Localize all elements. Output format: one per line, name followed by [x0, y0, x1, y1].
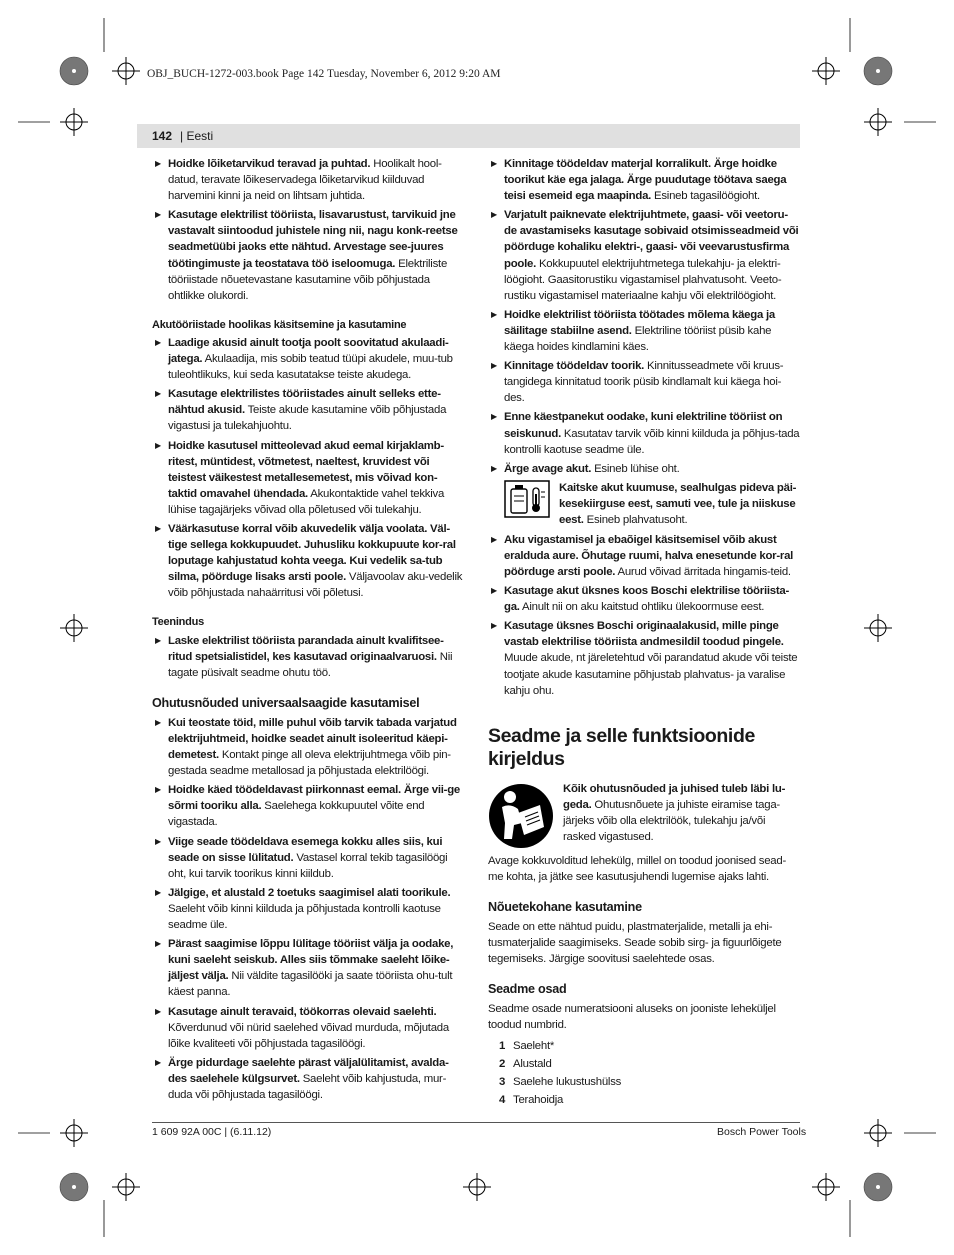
list-item [488, 618, 800, 698]
item-text: Saeleht võib kahjustuda, mur-duda või põhjustada tagasilöögi. [168, 1072, 447, 1101]
footer-brand: Bosch Power Tools [717, 1126, 807, 1138]
triangle-bullet-icon: ▶ [155, 717, 161, 727]
intended-use-text: Seade on ette nähtud puidu, plastmaterjalide, metalli ja ehi-tusmaterjalide saagimiseks. Seade sobib sirg- ja figuurlõigete tegemiseks. Järgige soovitusi saelehtede osas. [488, 921, 782, 966]
battery-note-bold: Kaitske akut kuumuse, sealhulgas pideva päi-kesekiirguse eest, samuti vee, tule ja niiskuse eest. [559, 481, 797, 526]
item-bold-text: Jälgige, et alustald 2 toetuks saagimisel alati toorikule. [168, 886, 451, 899]
item-text: Esineb lühise oht. [591, 462, 680, 475]
item-bold-text: Kasutage akut üksnes koos Boschi elektrilise tööriista-ga. [504, 585, 790, 614]
triangle-bullet-icon: ▶ [155, 887, 161, 897]
read-note-text: Ohutusnõuete ja juhiste eiramise taga-järjeks võib olla elektrilöök, tulekahju ja/või rasked vigastused. [563, 798, 780, 843]
item-text: Nii tagate püsivalt seadme ohutu töö. [168, 650, 453, 679]
read-manual-icon [488, 783, 554, 854]
triangle-bullet-icon: ▶ [155, 635, 161, 645]
triangle-bullet-icon: ▶ [155, 939, 161, 949]
list-item [488, 207, 800, 304]
left-column [152, 156, 463, 1106]
list-item [152, 521, 463, 601]
item-bold-text: Laske elektrilist tööriista parandada ainult kvalifitsee-ritud spetsialistidel, kes kasutavad originaalvaruosi. [168, 634, 444, 663]
list-item [152, 633, 463, 681]
subheading-battery: Akutööriistade hoolikas käsitsemine ja kasutamine [152, 318, 407, 331]
list-item [152, 156, 463, 204]
item-bold-text: Hoidke kasutusel mitteolevad akud eemal kirjaklamb-ritest, müntidest, võtmetest, naeltest, kruvidest või teistest väikestest metallesemetest, mis võivad kon-taktid omavahel ühendada. [168, 439, 444, 500]
list-item [488, 409, 800, 457]
read-manual-note [488, 781, 800, 851]
list-item: 4 Terahoidja [499, 1093, 564, 1106]
bullet-list [152, 633, 463, 681]
triangle-bullet-icon: ▶ [155, 210, 161, 220]
item-text: Ainult nii on aku kaitstud ohtliku ülekoormuse eest. [519, 601, 765, 614]
list-item [488, 358, 800, 406]
triangle-bullet-icon: ▶ [491, 159, 497, 168]
item-text: Kõverdunud või nürid saelehed võivad murduda, mõjutada lõike kvaliteeti või põhjustada tagasilöögi. [168, 1021, 449, 1050]
list-item [152, 1055, 463, 1103]
triangle-bullet-icon: ▶ [155, 337, 161, 347]
list-item [152, 335, 463, 383]
triangle-bullet-icon: ▶ [155, 1057, 161, 1067]
item-text: Saelehega kokkupuutel võite end vigastada. [168, 800, 425, 829]
item-text: Väljavoolav aku-vedelik võib põhjustada nahaärritusi või põletusi. [168, 571, 463, 600]
triangle-bullet-icon: ▶ [491, 586, 497, 596]
list-item: 3 Saelehe lukustushülss [499, 1075, 622, 1088]
parts-list [488, 1038, 800, 1108]
item-bold-text: Kasutage üksnes Boschi originaalakusid, mille pinge vastab elektrilise tööriista andmesildil toodud pingele. [504, 620, 784, 649]
subheading-parts: Seadme osad [488, 982, 567, 997]
list-item [152, 1004, 463, 1052]
bullet-list [488, 532, 800, 699]
item-text: Elektriliste tööriistade nõuetevastane kasutamine võib põhjustada ohtlikke olukordi. [168, 257, 448, 302]
item-text: Akulaadija, mis sobib teatud tüüpi akudele, muu-tub tuleohtlikuks, kui seda kasutatakse teiste akudega. [168, 353, 453, 382]
list-item [152, 885, 463, 933]
item-text: Akukontaktide vahel tekkiva lühise tagajärjeks võivad olla põletused või tulekahju. [168, 487, 445, 516]
item-text: Aurud võivad ärritada hingamis-teid. [615, 565, 791, 578]
item-text: Kontakt pinge all oleva elektrijuhtmega võib pin-gestada seadme metallosad ja põhjustada elektrilöögi. [168, 749, 451, 778]
triangle-bullet-icon: ▶ [155, 523, 161, 533]
footer-rule [152, 1122, 800, 1123]
list-item [488, 307, 800, 355]
item-bold-text: Kinnitage töödeldav materjal korralikult. Ärge hoidke toorikut käe ega jalaga. Ärge puudutage töötava saega teisi esemeid ega maapinda. [504, 158, 787, 203]
list-item [488, 532, 800, 580]
item-bold-text: Viige seade töödeldava esemega kokku alles siis, kui seade on sisse lülitatud. [168, 835, 443, 864]
item-text: Nii väldite tagasilööki ja saate tööriista ohu-tult käest panna. [168, 970, 453, 999]
battery-warning-note [504, 480, 800, 530]
list-item [152, 834, 463, 882]
item-bold-text: Väärkasutuse korral võib akuvedelik välja voolata. Väl-tige sellega kokkupuudet. Juhusliku kokkupuute kor-ral loputage kahjustatud kohta veega. Kui vedelik sa-tub silma, pöörduge lisaks arsti poole. [168, 522, 456, 584]
list-item [152, 782, 463, 830]
list-item [488, 583, 800, 615]
item-text: Muude akude, nt järeletehtud või parandatud akude või teiste tootjate akude kasutamine põhjustab plahvatus- ja varalise kahju ohu. [504, 652, 798, 697]
bullet-list [488, 156, 800, 477]
subheading-service: Teenindus [152, 616, 204, 629]
triangle-bullet-icon: ▶ [491, 309, 497, 319]
item-text: Teiste akude kasutamine võib põhjustada vigastusi ja tulekahjuohtu. [168, 404, 447, 433]
item-text: Saeleht võib kinni kiilduda ja põhjustada kontrolli kaotuse seadme üle. [168, 902, 441, 932]
item-bold-text: Hoidke käed töödeldavast piirkonnast eemal. Ärge vii-ge sõrmi tooriku alla. [168, 784, 460, 813]
triangle-bullet-icon: ▶ [491, 621, 497, 631]
list-item [152, 386, 463, 434]
item-bold-text: Enne käestpanekut oodake, kuni elektriline tööriist on seiskunud. [504, 411, 783, 440]
triangle-bullet-icon: ▶ [155, 389, 161, 399]
list-item [152, 438, 463, 518]
item-bold-text: Hoidke elektrilist tööriista töötades mõlema käega ja säilitage stabiilne asend. [504, 308, 775, 337]
bullet-list [152, 335, 463, 602]
triangle-bullet-icon: ▶ [491, 463, 497, 473]
footer-doc-number: 1 609 92A 00C | (6.11.12) [152, 1126, 272, 1138]
triangle-bullet-icon: ▶ [491, 361, 497, 371]
triangle-bullet-icon: ▶ [155, 1006, 161, 1016]
subheading-intended-use: Nõuetekohane kasutamine [488, 899, 642, 914]
item-text: Kinnitusseadmete või kruus-tangidega kinnitatud toorik püsib kindlamalt kui käega hoi-des. [504, 360, 784, 405]
parts-intro-text: Seadme osade numeratsiooni aluseks on jooniste leheküljel toodud numbrid. [488, 1003, 776, 1032]
list-item: 2 Alustald [499, 1057, 552, 1070]
item-bold-text: Laadige akusid ainult tootja poolt soovitatud akulaadi-jatega. [168, 336, 449, 366]
list-item [152, 207, 463, 304]
item-bold-text: Kasutage elektrilist tööriista, lisavarustust, tarvikuid jne vastavalt siintoodud juhistele ning nii, nagu konk-reetse seadmetüübi jaoks ette nähtud. Arvestage see-juures töötingimuste ja teostatava töö iseloomuga. [168, 209, 458, 270]
item-bold-text: Varjatult paiknevate elektrijuhtmete, gaasi- või veetoru-de avastamiseks kasutage sobivaid otsimisseadmeid või pöörduge kohaliku elektri-, gaasi- või veevarustusfirma poole. [504, 209, 799, 270]
item-bold-text: Kasutage ainult teravaid, töökorras olevaid saelehti. [168, 1005, 437, 1018]
item-bold-text: Pärast saagimise lõppu lülitage tööriist välja ja oodake, kuni saeleht seiskub. Alles siis tõmmake saeleht lõike-jäljest välja. [168, 938, 454, 983]
item-bold-text: Hoidke lõiketarvikud teravad ja puhtad. [168, 158, 371, 170]
item-text: Kasutatav tarvik võib kinni kiilduda ja põhjus-tada kontrolli kaotuse seadme üle. [504, 427, 800, 456]
bullet-list [152, 715, 463, 1103]
list-item [488, 461, 800, 477]
item-text: Elektriline tööriist püsib kahe käega hoides kindlamini käes. [504, 324, 772, 354]
section-heading-saw-safety: Ohutusnõuded universaalsaagide kasutamisel [152, 695, 420, 710]
item-bold-text: Aku vigastamisel ja ebaõigel käsitsemisel võib akust eralduda aure. Õhutage ruumi, halva enesetunde kor-ral pöörduge arsti poole. [504, 533, 794, 578]
battery-note-text: Esineb plahvatusoht. [583, 513, 688, 526]
triangle-bullet-icon: ▶ [155, 836, 161, 846]
book-info-line: OBJ_BUCH-1272-003.book Page 142 Tuesday, November 6, 2012 9:20 AM [147, 68, 501, 80]
list-item [152, 936, 463, 1000]
list-item [488, 156, 800, 204]
item-bold-text: Ärge avage akut. [504, 462, 592, 475]
triangle-bullet-icon: ▶ [155, 440, 161, 450]
triangle-bullet-icon: ▶ [491, 534, 497, 544]
right-column [488, 156, 800, 1110]
header-bar [137, 124, 800, 148]
item-bold-text: Kinnitage töödeldav toorik. [504, 360, 645, 373]
triangle-bullet-icon: ▶ [491, 412, 497, 422]
battery-temperature-icon [504, 480, 550, 523]
item-text: Esineb tagasilöögioht. [651, 190, 760, 203]
list-item [152, 715, 463, 779]
page-number: 142 [152, 129, 173, 143]
item-text: Kokkupuutel elektrijuhtmetega tulekahju- ja elektri-löögioht. Gaasitorustiku vigastamisel plahvatusoht. Veeto-rustiku vigastamisel materiaalne kahju või elektrilöögioht. [504, 257, 782, 302]
read-note-bold: Kõik ohutusnõuded ja juhised tuleb läbi lu-geda. [563, 782, 786, 811]
bullet-list [152, 156, 463, 304]
item-text: Hoolikalt hool-datud, teravate lõikeservadega lõiketarvikud kiilduvad harvemini kinni ja neid on lihtsam juhtida. [168, 158, 442, 203]
item-text: Vastasel korral tekib tagasilöögi oht, kui tarvik toorikus kinni kiildub. [168, 851, 448, 880]
language-label: Eesti [186, 129, 214, 143]
triangle-bullet-icon: ▶ [155, 159, 161, 168]
header-language: | Eesti [180, 129, 214, 143]
list-item: 1 Saeleht* [499, 1039, 555, 1052]
triangle-bullet-icon: ▶ [491, 210, 497, 220]
section-heading-description: Seadme ja selle funktsioonide kirjeldus [488, 724, 755, 770]
item-bold-text: Kui teostate töid, mille puhul võib tarvik tabada varjatud elektrijuhtmeid, hoidke seadet ainult isoleeritud käepi-demetest. [168, 716, 457, 762]
item-bold-text: Kasutage elektrilistes tööriistades ainult selleks ette-nähtud akusid. [168, 388, 441, 417]
triangle-bullet-icon: ▶ [155, 785, 161, 795]
item-bold-text: Ärge pidurdage saelehte pärast väljalülitamist, avalda-des saelehele külgsurvet. [168, 1056, 449, 1085]
fold-out-text: Avage kokkuvolditud lehekülg, millel on toodud joonised sead-me kohta, ja jätke see kasutusjuhendi lugemise ajaks lahti. [488, 854, 786, 883]
